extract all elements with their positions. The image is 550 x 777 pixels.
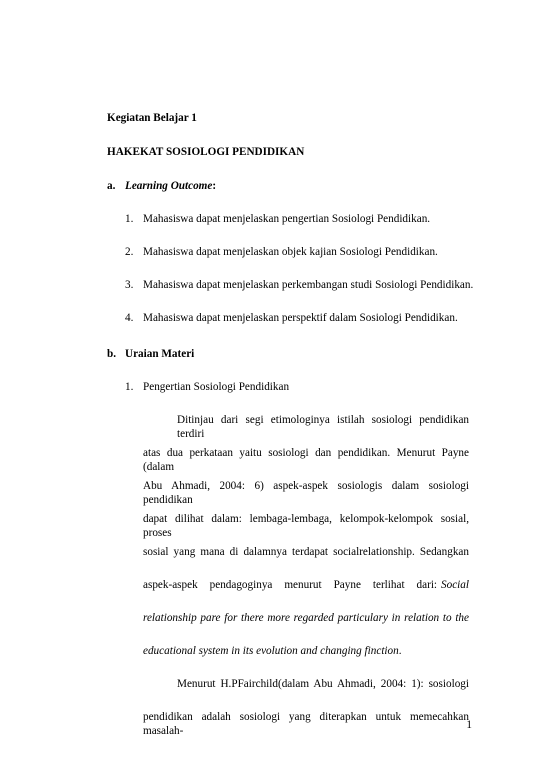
paragraph-line: Ditinjau dari segi etimologinya istilah sosiologi pendidikan terdiri bbox=[177, 414, 469, 440]
outcome-item: Mahasiswa dapat menjelaskan objek kajian Sosiologi Pendidikan. bbox=[143, 246, 438, 258]
outcome-item: Mahasiswa dapat menjelaskan pengertian Sosiologi Pendidikan. bbox=[143, 213, 431, 225]
paragraph-line: dapat dilihat dalam: lembaga-lembaga, kelompok-kelompok sosial, proses bbox=[143, 513, 469, 539]
paragraph-line: pendidikan adalah sosiologi yang diterapkan untuk memecahkan masalah- bbox=[143, 711, 469, 737]
paragraph-line: atas dua perkataan yaitu sosiologi dan pendidikan. Menurut Payne (dalam bbox=[143, 447, 469, 473]
page-number: 1 bbox=[466, 719, 472, 731]
paragraph-line: Menurut H.PFairchild(dalam Abu Ahmadi, 2004: 1): sosiologi bbox=[177, 678, 469, 690]
paragraph-text: aspek-aspek pendagoginya menurut Payne terlihat dari: bbox=[143, 579, 438, 591]
paragraph-italic: Social bbox=[441, 579, 469, 591]
section-a-colon: : bbox=[212, 180, 217, 192]
paragraph-period: . bbox=[398, 645, 402, 657]
subsection-num: 1. bbox=[125, 381, 134, 393]
paragraph-italic: educational system in its evolution and changing finction bbox=[143, 645, 399, 657]
paragraph-line bbox=[143, 578, 469, 592]
outcome-num: 2. bbox=[125, 246, 134, 258]
outcome-num: 1. bbox=[125, 213, 134, 225]
activity-label: Kegiatan Belajar 1 bbox=[107, 112, 197, 124]
paragraph-line: sosial yang mana di dalamnya terdapat socialrelationship. Sedangkan bbox=[143, 546, 469, 558]
outcome-item: Mahasiswa dapat menjelaskan perspektif dalam Sosiologi Pendidikan. bbox=[143, 312, 458, 324]
section-a-title: Learning Outcome bbox=[125, 180, 213, 192]
section-b-marker: b. bbox=[107, 348, 117, 360]
outcome-item: Mahasiswa dapat menjelaskan perkembangan studi Sosiologi Pendidikan. bbox=[143, 279, 474, 291]
subsection-title: Pengertian Sosiologi Pendidikan bbox=[143, 381, 290, 393]
outcome-num: 4. bbox=[125, 312, 134, 324]
paragraph-line-italic: relationship pare for there more regarded particulary in relation to the bbox=[143, 612, 469, 624]
outcome-num: 3. bbox=[125, 279, 134, 291]
section-a-marker: a. bbox=[107, 180, 116, 192]
paragraph-line: Abu Ahmadi, 2004: 6) aspek-aspek sosiologis dalam sosiologi pendidikan bbox=[143, 480, 469, 506]
section-a-heading bbox=[125, 179, 216, 193]
paragraph-line bbox=[143, 644, 402, 658]
section-b-title: Uraian Materi bbox=[125, 348, 195, 360]
chapter-title: HAKEKAT SOSIOLOGI PENDIDIKAN bbox=[107, 146, 305, 158]
